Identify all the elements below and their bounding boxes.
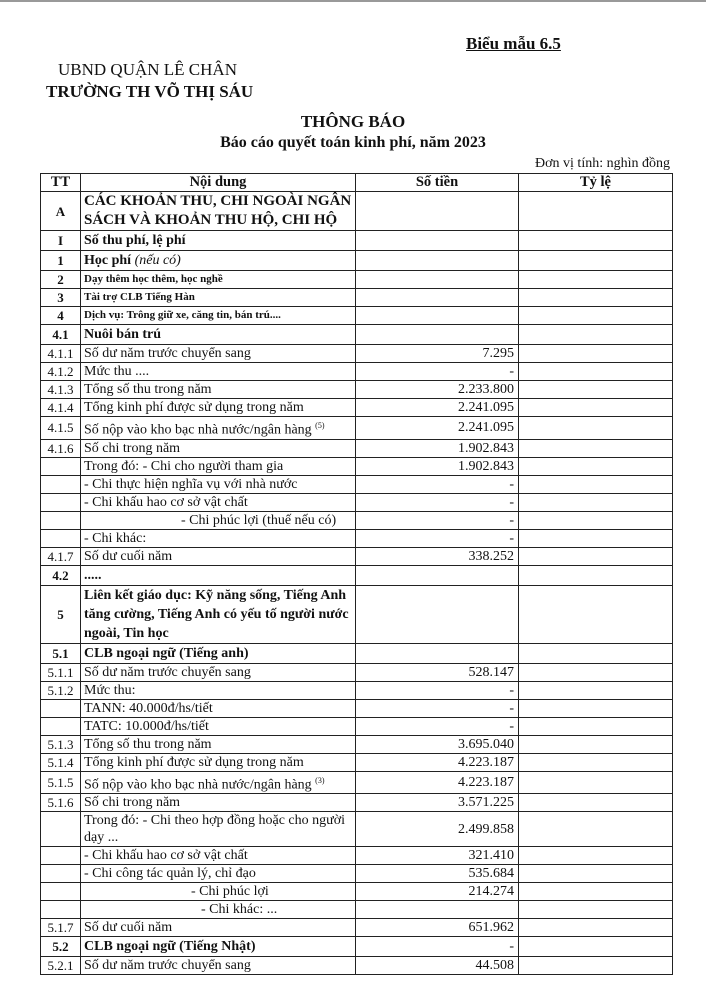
- row-amount: 1.902.843: [356, 439, 519, 457]
- row-amount: [356, 307, 519, 325]
- row-number: 4.1: [41, 325, 81, 345]
- row-number: 5.1: [41, 643, 81, 663]
- row-number: 5.2.1: [41, 957, 81, 975]
- content-text: Mức thu ....: [84, 364, 150, 379]
- row-ratio: [519, 919, 673, 937]
- row-ratio: [519, 251, 673, 271]
- content-text: Mức thu:: [84, 682, 136, 698]
- row-amount: 321.410: [356, 847, 519, 865]
- row-content: [81, 565, 356, 585]
- row-amount: 338.252: [356, 547, 519, 565]
- table-row: [41, 439, 673, 457]
- row-content: [81, 363, 356, 381]
- row-number: [41, 901, 81, 919]
- row-number: [41, 493, 81, 511]
- column-header-amount: Số tiền: [356, 174, 519, 192]
- table-row: [41, 771, 673, 794]
- row-amount: -: [356, 529, 519, 547]
- table-row: [41, 511, 673, 529]
- footnote-mark: (3): [315, 775, 325, 785]
- row-ratio: [519, 681, 673, 699]
- row-amount: 44.508: [356, 957, 519, 975]
- row-ratio: [519, 271, 673, 289]
- table-row: [41, 794, 673, 812]
- content-text: Nuôi bán trú: [84, 327, 162, 342]
- row-content: [81, 643, 356, 663]
- row-ratio: [519, 794, 673, 812]
- table-row: [41, 865, 673, 883]
- row-content: [81, 325, 356, 345]
- row-content: [81, 547, 356, 565]
- row-content: [81, 937, 356, 957]
- content-text: - Chi thực hiện nghĩa vụ với nhà nước: [84, 476, 298, 492]
- row-number: [41, 717, 81, 735]
- table-row: [41, 381, 673, 399]
- row-amount: [356, 251, 519, 271]
- table-row: [41, 192, 673, 231]
- row-content: [81, 901, 356, 919]
- content-text: Số nộp vào kho bạc nhà nước/ngân hàng: [84, 777, 312, 793]
- row-number: [41, 529, 81, 547]
- content-text: Học phí: [84, 253, 132, 268]
- table-row: [41, 643, 673, 663]
- row-ratio: [519, 812, 673, 847]
- row-amount: 651.962: [356, 919, 519, 937]
- table-row: [41, 417, 673, 440]
- row-number: 4.1.2: [41, 363, 81, 381]
- row-ratio: [519, 192, 673, 231]
- row-amount: 1.902.843: [356, 457, 519, 475]
- column-header-tt: TT: [41, 174, 81, 192]
- content-text: - Chi khác:: [84, 530, 147, 546]
- row-content: [81, 663, 356, 681]
- row-content: [81, 883, 356, 901]
- row-number: A: [41, 192, 81, 231]
- content-text: Tổng số thu trong năm: [84, 736, 212, 752]
- table-row: [41, 399, 673, 417]
- row-amount: 2.499.858: [356, 812, 519, 847]
- row-amount: [356, 231, 519, 251]
- row-ratio: [519, 753, 673, 771]
- row-ratio: [519, 381, 673, 399]
- content-text: Tài trợ CLB Tiếng Hàn: [84, 291, 195, 303]
- row-ratio: [519, 289, 673, 307]
- row-amount: 7.295: [356, 345, 519, 363]
- row-content: [81, 529, 356, 547]
- content-text: - Chi công tác quản lý, chỉ đạo: [84, 866, 256, 882]
- content-text: CLB ngoại ngữ (Tiếng anh): [84, 645, 249, 661]
- content-text: - Chi phúc lợi (thuế nếu có): [181, 512, 337, 528]
- row-content: [81, 381, 356, 399]
- row-ratio: [519, 883, 673, 901]
- row-ratio: [519, 439, 673, 457]
- content-text: Số dư cuối năm: [84, 548, 173, 564]
- table-row: [41, 289, 673, 307]
- row-ratio: [519, 547, 673, 565]
- row-ratio: [519, 457, 673, 475]
- row-content: [81, 511, 356, 529]
- row-ratio: [519, 475, 673, 493]
- form-number: Biểu mẫu 6.5: [466, 34, 561, 53]
- row-amount: [356, 192, 519, 231]
- table-row: [41, 307, 673, 325]
- content-text: Số chi trong năm: [84, 795, 181, 811]
- row-amount: [356, 565, 519, 585]
- row-ratio: [519, 735, 673, 753]
- row-number: 5.2: [41, 937, 81, 957]
- row-number: 4.1.3: [41, 381, 81, 399]
- content-text: Liên kết giáo dục: Kỹ năng sống, Tiếng Anh tăng cường, Tiếng Anh có yếu tố người nước ngoài, Tin học: [84, 587, 349, 641]
- row-number: [41, 865, 81, 883]
- row-ratio: [519, 643, 673, 663]
- table-row: [41, 957, 673, 975]
- row-amount: [356, 585, 519, 643]
- row-ratio: [519, 663, 673, 681]
- row-amount: 4.223.187: [356, 771, 519, 794]
- table-row: [41, 493, 673, 511]
- table-row: [41, 475, 673, 493]
- row-ratio: [519, 699, 673, 717]
- row-ratio: [519, 363, 673, 381]
- row-content: [81, 681, 356, 699]
- row-amount: -: [356, 475, 519, 493]
- row-content: [81, 439, 356, 457]
- row-content: [81, 345, 356, 363]
- content-text: - Chi phúc lợi: [191, 884, 269, 900]
- row-number: 5.1.3: [41, 735, 81, 753]
- row-ratio: [519, 307, 673, 325]
- row-amount: 2.241.095: [356, 399, 519, 417]
- row-number: 1: [41, 251, 81, 271]
- row-content: [81, 457, 356, 475]
- row-ratio: [519, 493, 673, 511]
- row-number: 4.1.6: [41, 439, 81, 457]
- row-number: 5.1.1: [41, 663, 81, 681]
- content-text: TANN: 40.000đ/hs/tiết: [84, 700, 213, 716]
- table-row: [41, 812, 673, 847]
- row-content: [81, 307, 356, 325]
- content-text: Số nộp vào kho bạc nhà nước/ngân hàng: [84, 422, 312, 438]
- row-number: 4: [41, 307, 81, 325]
- row-content: [81, 231, 356, 251]
- row-amount: [356, 325, 519, 345]
- table-row: [41, 529, 673, 547]
- row-number: [41, 475, 81, 493]
- unit-note: Đơn vị tính: nghìn đồng: [535, 156, 670, 171]
- content-text: Tổng kinh phí được sử dụng trong năm: [84, 754, 304, 770]
- content-text: Số dư năm trước chuyển sang: [84, 346, 251, 361]
- table-row: [41, 585, 673, 643]
- row-number: [41, 883, 81, 901]
- content-text: Số thu phí, lệ phí: [84, 233, 186, 248]
- content-text: Số dư cuối năm: [84, 920, 173, 936]
- table-row: [41, 663, 673, 681]
- table-row: [41, 717, 673, 735]
- row-number: 5.1.6: [41, 794, 81, 812]
- row-content: [81, 847, 356, 865]
- table-row: [41, 753, 673, 771]
- row-amount: -: [356, 493, 519, 511]
- row-ratio: [519, 717, 673, 735]
- row-number: 4.1.1: [41, 345, 81, 363]
- scan-edge: [0, 0, 706, 2]
- table-row: [41, 565, 673, 585]
- row-amount: 214.274: [356, 883, 519, 901]
- row-amount: 535.684: [356, 865, 519, 883]
- row-amount: [356, 289, 519, 307]
- row-content: [81, 585, 356, 643]
- row-amount: 4.223.187: [356, 753, 519, 771]
- row-number: [41, 699, 81, 717]
- table-row: [41, 271, 673, 289]
- row-ratio: [519, 511, 673, 529]
- row-content: [81, 493, 356, 511]
- row-content: [81, 735, 356, 753]
- content-text: Dịch vụ: Trông giữ xe, căng tin, bán trú....: [84, 309, 281, 321]
- row-content: [81, 865, 356, 883]
- row-number: [41, 511, 81, 529]
- content-note: (nếu có): [134, 253, 181, 268]
- table-row: [41, 883, 673, 901]
- row-ratio: [519, 399, 673, 417]
- content-text: Trong đó: - Chi cho người tham gia: [84, 458, 284, 474]
- row-content: [81, 771, 356, 794]
- row-content: [81, 753, 356, 771]
- row-content: [81, 417, 356, 440]
- row-content: [81, 399, 356, 417]
- content-text: TATC: 10.000đ/hs/tiết: [84, 718, 209, 734]
- authority-name: UBND QUẬN LÊ CHÂN: [58, 60, 237, 79]
- table-row: [41, 363, 673, 381]
- row-content: [81, 271, 356, 289]
- row-content: [81, 192, 356, 231]
- table-row: [41, 457, 673, 475]
- row-amount: [356, 643, 519, 663]
- row-content: [81, 794, 356, 812]
- table-row: [41, 547, 673, 565]
- content-text: Số dư năm trước chuyển sang: [84, 958, 251, 974]
- content-text: .....: [84, 567, 102, 583]
- row-number: 5.1.4: [41, 753, 81, 771]
- row-amount: 528.147: [356, 663, 519, 681]
- column-header-ratio: Tỷ lệ: [519, 174, 673, 192]
- table-row: [41, 231, 673, 251]
- row-content: [81, 812, 356, 847]
- document-subtitle: Báo cáo quyết toán kinh phí, năm 2023: [220, 134, 486, 151]
- row-number: 5.1.7: [41, 919, 81, 937]
- content-text: Trong đó: - Chi theo hợp đồng hoặc cho người dạy ...: [84, 813, 346, 846]
- content-text: CLB ngoại ngữ (Tiếng Nhật): [84, 939, 256, 955]
- row-amount: 2.233.800: [356, 381, 519, 399]
- row-ratio: [519, 585, 673, 643]
- content-text: - Chi khấu hao cơ sở vật chất: [84, 494, 248, 510]
- table-row: [41, 847, 673, 865]
- row-number: 4.1.4: [41, 399, 81, 417]
- row-amount: 2.241.095: [356, 417, 519, 440]
- row-ratio: [519, 957, 673, 975]
- row-amount: -: [356, 363, 519, 381]
- row-amount: [356, 271, 519, 289]
- content-text: - Chi khác: ...: [201, 902, 278, 918]
- row-content: [81, 957, 356, 975]
- row-number: 4.2: [41, 565, 81, 585]
- content-text: Tổng số thu trong năm: [84, 382, 212, 397]
- table-row: [41, 735, 673, 753]
- row-ratio: [519, 937, 673, 957]
- row-content: [81, 919, 356, 937]
- table-row: [41, 325, 673, 345]
- row-ratio: [519, 565, 673, 585]
- content-text: CÁC KHOẢN THU, CHI NGOÀI NGÂN SÁCH VÀ KHOẢN THU HỘ, CHI HỘ: [84, 193, 352, 228]
- document-title: THÔNG BÁO: [300, 112, 406, 131]
- table-row: [41, 345, 673, 363]
- row-amount: -: [356, 511, 519, 529]
- row-ratio: [519, 325, 673, 345]
- row-ratio: [519, 865, 673, 883]
- budget-table: [40, 173, 673, 975]
- content-text: Số dư năm trước chuyển sang: [84, 664, 251, 680]
- row-ratio: [519, 847, 673, 865]
- table-header: [41, 174, 673, 192]
- row-amount: -: [356, 699, 519, 717]
- row-number: 5.1.2: [41, 681, 81, 699]
- row-number: 2: [41, 271, 81, 289]
- row-content: [81, 251, 356, 271]
- table-row: [41, 901, 673, 919]
- table-row: [41, 251, 673, 271]
- row-number: [41, 847, 81, 865]
- row-amount: 3.571.225: [356, 794, 519, 812]
- content-text: Tổng kinh phí được sử dụng trong năm: [84, 400, 304, 415]
- row-amount: 3.695.040: [356, 735, 519, 753]
- table-row: [41, 919, 673, 937]
- row-ratio: [519, 417, 673, 440]
- row-content: [81, 289, 356, 307]
- table-row: [41, 681, 673, 699]
- content-text: Số chi trong năm: [84, 440, 181, 456]
- row-amount: -: [356, 681, 519, 699]
- row-amount: [356, 901, 519, 919]
- column-header-content: Nội dung: [81, 174, 356, 192]
- row-ratio: [519, 771, 673, 794]
- row-number: 4.1.7: [41, 547, 81, 565]
- row-ratio: [519, 231, 673, 251]
- table-row: [41, 699, 673, 717]
- row-ratio: [519, 901, 673, 919]
- row-content: [81, 475, 356, 493]
- row-ratio: [519, 529, 673, 547]
- content-text: - Chi khấu hao cơ sở vật chất: [84, 848, 248, 864]
- row-ratio: [519, 345, 673, 363]
- content-text: Dạy thêm học thêm, học nghề: [84, 273, 223, 285]
- table-row: [41, 937, 673, 957]
- footnote-mark: (5): [315, 421, 325, 430]
- school-name: TRƯỜNG TH VÕ THỊ SÁU: [46, 82, 254, 101]
- row-amount: -: [356, 937, 519, 957]
- row-number: 3: [41, 289, 81, 307]
- row-number: 4.1.5: [41, 417, 81, 440]
- row-content: [81, 717, 356, 735]
- row-number: 5: [41, 585, 81, 643]
- row-number: I: [41, 231, 81, 251]
- row-amount: -: [356, 717, 519, 735]
- row-number: 5.1.5: [41, 771, 81, 794]
- row-number: [41, 457, 81, 475]
- row-number: [41, 812, 81, 847]
- row-content: [81, 699, 356, 717]
